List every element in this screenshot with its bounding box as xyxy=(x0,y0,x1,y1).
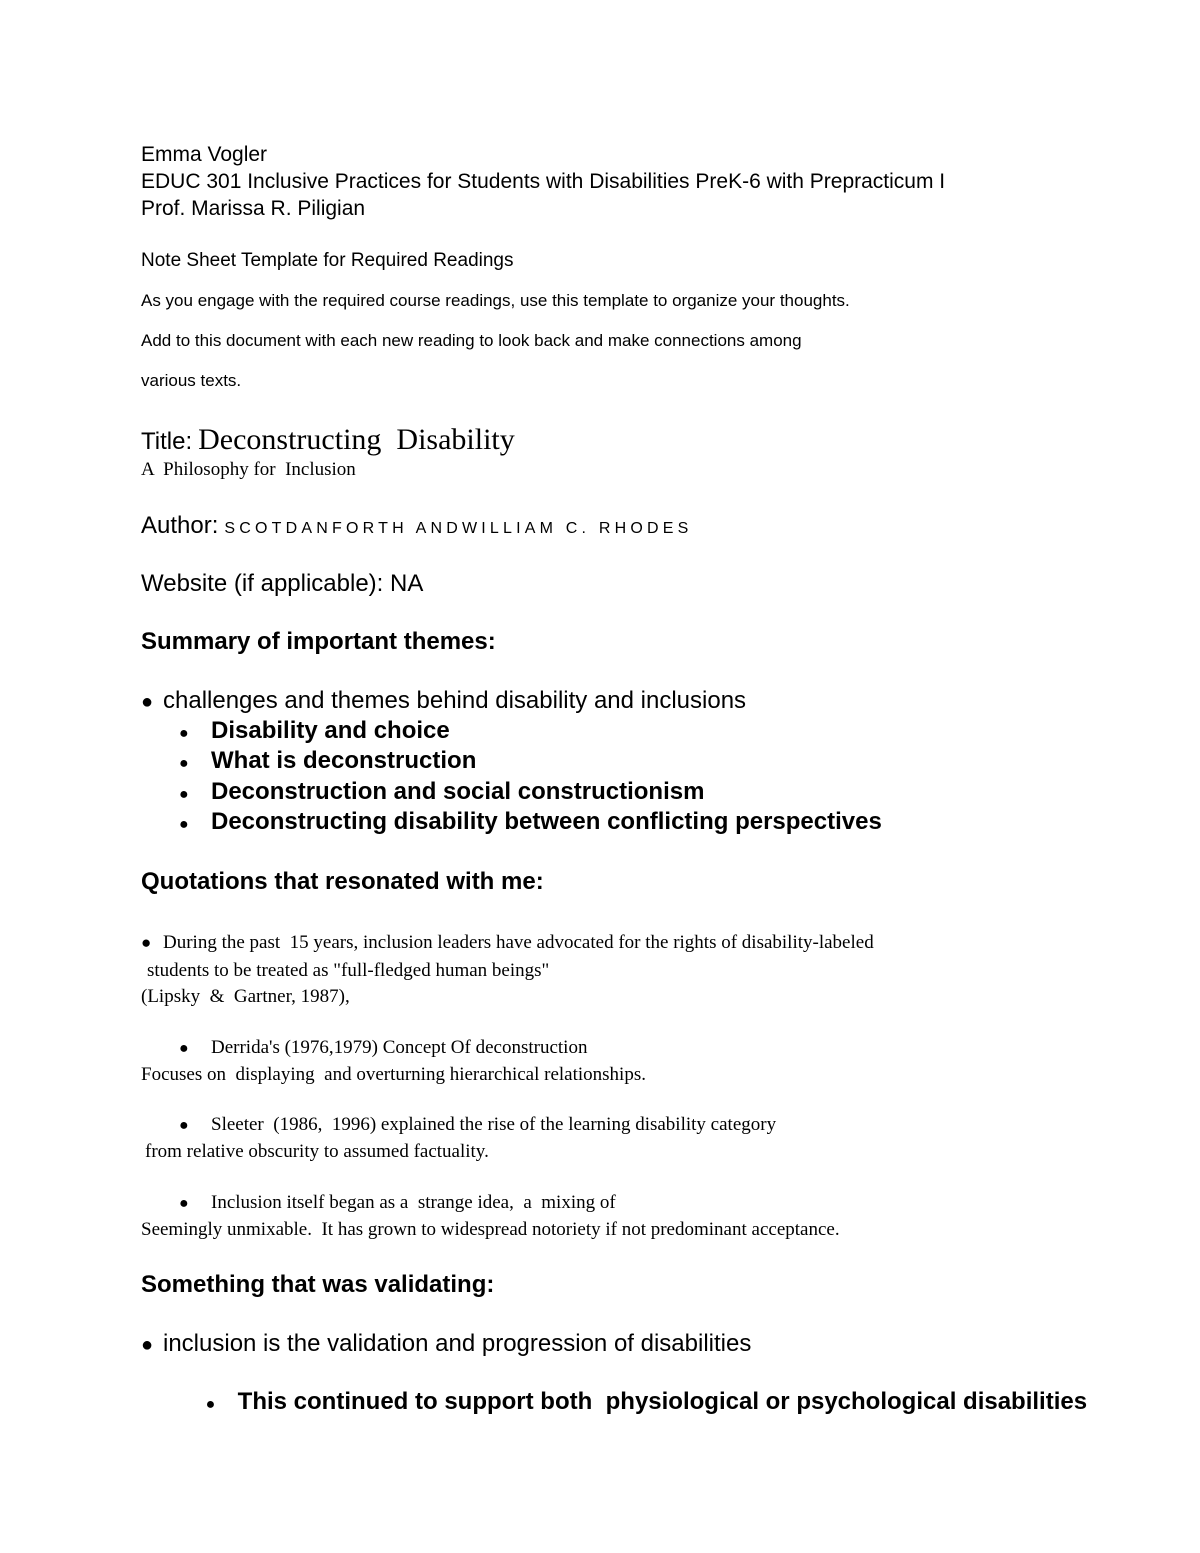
author-value: SCOTDANFORTH ANDWILLIAM C. RHODES xyxy=(224,520,693,537)
validating-sub-text: This continued to support both physiological or psychological disabilities xyxy=(237,1388,1088,1415)
bullet-icon: ● xyxy=(179,755,189,772)
title-value: Deconstructing Disability xyxy=(198,423,515,456)
bullet-icon: ● xyxy=(179,725,189,742)
title-label: Title: xyxy=(141,428,193,455)
quote-1-line-3: (Lipsky & Gartner, 1987), xyxy=(141,986,350,1007)
quote-1-line-1: ● During the past 15 years, inclusion leaders have advocated for the rights of disability-labeled xyxy=(141,932,874,953)
bullet-icon: ● xyxy=(179,786,189,803)
quote-2-line-1: ● Derrida's (1976,1979) Concept Of deconstruction xyxy=(179,1037,588,1058)
validating-main-bullet xyxy=(141,1330,751,1358)
bullet-icon: ● xyxy=(141,933,152,952)
summary-sub-bullet xyxy=(179,747,476,775)
summary-sub-bullet xyxy=(179,717,450,745)
bullet-icon: ● xyxy=(205,1396,216,1413)
summary-main-bullet xyxy=(141,687,746,715)
bullet-icon: ● xyxy=(179,1117,189,1134)
quotations-heading: Quotations that resonated with me: xyxy=(141,868,544,895)
quote-2-line-2: Focuses on displaying and overturning hierarchical relationships. xyxy=(141,1064,646,1085)
instruction-line-3: various texts. xyxy=(141,371,242,390)
quote-3-line-2: from relative obscurity to assumed factuality. xyxy=(145,1141,489,1162)
validating-sub-bullet xyxy=(179,1360,1087,1444)
summary-sub-bullet xyxy=(179,778,704,806)
quote-4-line-1: ● Inclusion itself began as a strange idea, a mixing of xyxy=(179,1192,616,1213)
summary-sub-bullet xyxy=(179,808,882,836)
summary-sub-text: Deconstruction and social constructionism xyxy=(211,778,705,805)
instruction-line-1: As you engage with the required course readings, use this template to organize your thoughts. xyxy=(141,291,850,310)
summary-heading: Summary of important themes: xyxy=(141,628,496,655)
course-title: EDUC 301 Inclusive Practices for Students with Disabilities PreK-6 with Prepracticum I xyxy=(141,170,946,193)
title-row xyxy=(141,423,515,457)
template-title: Note Sheet Template for Required Readings xyxy=(141,250,514,271)
quote-3-line-1: ● Sleeter (1986, 1996) explained the rise of the learning disability category xyxy=(179,1114,777,1135)
website-row xyxy=(141,570,423,598)
summary-sub-text: Deconstructing disability between conflicting perspectives xyxy=(211,808,882,835)
website-value: NA xyxy=(390,570,424,597)
professor-name: Prof. Marissa R. Piligian xyxy=(141,197,366,220)
quote-4-line-2: Seemingly unmixable. It has grown to widespread notoriety if not predominant acceptance. xyxy=(141,1219,840,1240)
summary-main-text: challenges and themes behind disability and inclusions xyxy=(163,687,747,714)
bullet-icon: ● xyxy=(179,1195,189,1212)
validating-heading: Something that was validating: xyxy=(141,1271,495,1298)
bullet-icon: ● xyxy=(141,691,154,713)
subtitle: A Philosophy for Inclusion xyxy=(141,459,356,480)
instruction-line-2: Add to this document with each new reading to look back and make connections among xyxy=(141,331,802,350)
student-name: Emma Vogler xyxy=(141,143,268,166)
summary-sub-text: What is deconstruction xyxy=(211,747,477,774)
author-row xyxy=(141,512,693,540)
validating-main-text: inclusion is the validation and progression of disabilities xyxy=(163,1330,752,1357)
author-label: Author: xyxy=(141,512,219,539)
summary-sub-text: Disability and choice xyxy=(211,717,450,744)
bullet-icon: ● xyxy=(141,1334,154,1356)
website-label: Website (if applicable): xyxy=(141,570,384,597)
quote-1-line-2: students to be treated as "full-fledged human beings" xyxy=(147,960,550,981)
bullet-icon: ● xyxy=(179,816,189,833)
bullet-icon: ● xyxy=(179,1040,189,1057)
